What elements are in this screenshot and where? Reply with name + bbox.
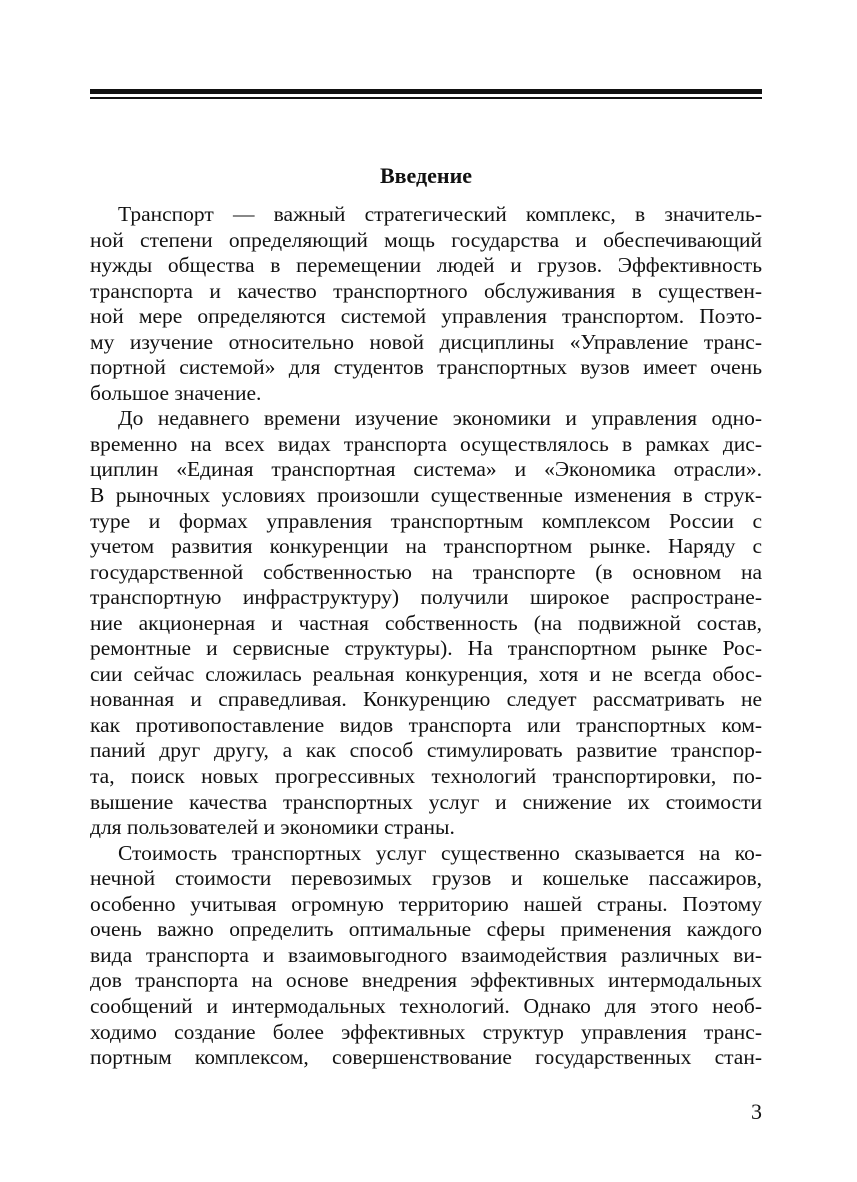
- text-line: вышение качества транспортных услуг и снижение их стоимости: [90, 789, 762, 814]
- paragraph: [90, 406, 762, 840]
- text-line: паний друг другу, а как способ стимулировать развитие транспор-: [90, 738, 762, 763]
- text-line: государственной собственностью на транспорте (в основном на: [90, 559, 762, 584]
- text-line: вида транспорта и взаимовыгодного взаимодействия различных ви-: [90, 942, 762, 967]
- chapter-title: Введение: [379, 163, 473, 188]
- text-line: учетом развития конкуренции на транспортном рынке. Наряду с: [90, 534, 762, 559]
- text-line: нечной стоимости перевозимых грузов и кошельке пассажиров,: [90, 866, 762, 891]
- text-line: портной системой» для студентов транспортных вузов имеет очень: [90, 355, 762, 380]
- text-line: как противопоставление видов транспорта или транспортных ком-: [90, 712, 762, 737]
- text-line: транспортную инфраструктуру) получили широкое распростране-: [90, 585, 762, 610]
- text-line: та, поиск новых прогрессивных технологий транспортировки, по-: [90, 764, 762, 789]
- text-line: му изучение относительно новой дисциплины «Управление транс-: [90, 329, 762, 354]
- text-line: сообщений и интермодальных технологий. Однако для этого необ-: [90, 993, 762, 1018]
- text-line: ремонтные и сервисные структуры). На транспортном рынке Рос-: [90, 636, 762, 661]
- text-line: До недавнего времени изучение экономики и управления одно-: [118, 406, 762, 431]
- text-line: Транспорт — важный стратегический комплекс, в значитель-: [118, 202, 762, 226]
- text-line: нужды общества в перемещении людей и грузов. Эффективность: [90, 253, 762, 278]
- text-line: сии сейчас сложилась реальная конкуренция, хотя и не всегда обос-: [90, 661, 762, 686]
- text-line: нованная и справедливая. Конкуренцию следует рассматривать не: [90, 687, 762, 712]
- text-line: В рыночных условиях произошли существенные изменения в струк-: [90, 483, 762, 508]
- text-line: ние акционерная и частная собственность (на подвижной состав,: [90, 610, 762, 635]
- body-text: [90, 202, 762, 1071]
- text-line: портным комплексом, совершенствование государственных стан-: [90, 1045, 762, 1070]
- text-line: ной мере определяются системой управления транспортом. Поэто-: [90, 304, 762, 329]
- header-rule-thin: [90, 97, 762, 99]
- text-line: циплин «Единая транспортная система» и «Экономика отрасли».: [90, 457, 762, 482]
- paragraph: [90, 202, 762, 406]
- text-line: туре и формах управления транспортным комплексом России с: [90, 508, 762, 533]
- page-number: 3: [751, 1099, 762, 1124]
- text-line: для пользователей и экономики страны.: [90, 815, 455, 840]
- text-line: транспорта и качество транспортного обслуживания в существен-: [90, 278, 762, 303]
- text-line: большое значение.: [90, 380, 262, 405]
- text-line: ной степени определяющий мощь государства и обеспечивающий: [90, 227, 762, 252]
- text-line: временно на всех видах транспорта осуществлялось в рамках дис-: [90, 431, 762, 456]
- header-rule-thick: [90, 89, 762, 94]
- text-line: особенно учитывая огромную территорию нашей страны. Поэтому: [90, 891, 762, 916]
- text-line: очень важно определить оптимальные сферы применения каждого: [90, 917, 762, 942]
- text-line: дов транспорта на основе внедрения эффективных интермодальных: [90, 968, 762, 993]
- text-line: ходимо создание более эффективных структур управления транс-: [90, 1019, 762, 1044]
- text-line: Стоимость транспортных услуг существенно сказывается на ко-: [118, 840, 762, 865]
- paragraph: [90, 841, 762, 1071]
